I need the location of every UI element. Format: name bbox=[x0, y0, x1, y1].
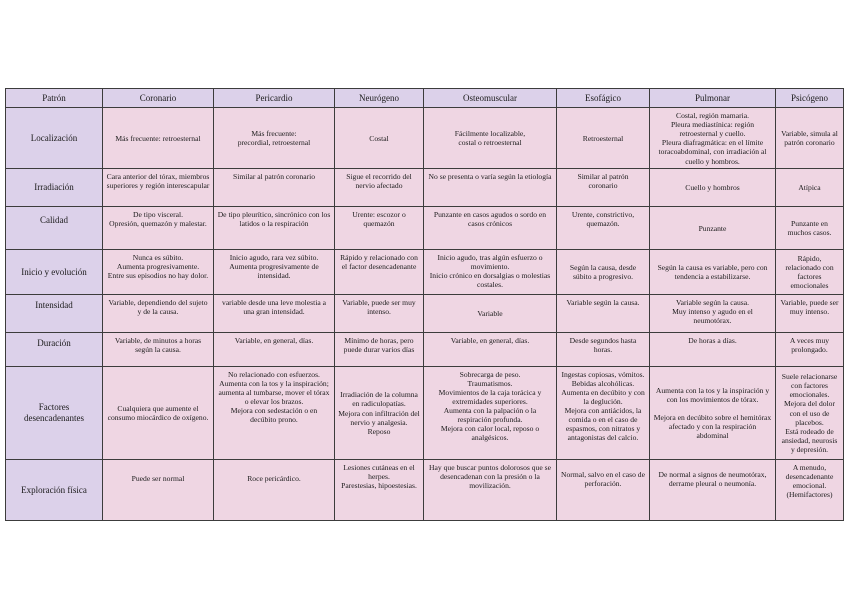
table-cell: Según la causa es variable, pero con tendencia a estabilizarse. bbox=[650, 249, 776, 294]
row-irradiacion bbox=[6, 168, 844, 206]
row-exploracion-fisica bbox=[6, 459, 844, 520]
table-cell: Sigue el recorrido del nervio afectado bbox=[335, 168, 424, 206]
table-cell: Variable, dependiendo del sujeto y de la causa. bbox=[103, 294, 214, 332]
table-cell: No relacionado con esfuerzos. Aumenta con la tos y la inspiración; aumenta al tumbarse, mover el tórax o elevar los brazos. Mejora con sedestación o en decúbito prono. bbox=[214, 366, 335, 459]
header-neurogeno: Neurógeno bbox=[335, 89, 424, 108]
table-cell: Cualquiera que aumente el consumo miocárdico de oxígeno. bbox=[103, 366, 214, 459]
table-cell: Irradiación de la columna en radiculopatías. Mejora con infiltración del nervio y analgesia. Reposo bbox=[335, 366, 424, 459]
table-cell: Hay que buscar puntos dolorosos que se desencadenan con la presión o la movilización. bbox=[424, 459, 557, 520]
table-cell: A menudo, desencadenante emocional. (Hemifactores) bbox=[776, 459, 844, 520]
row-label: Duración bbox=[6, 332, 103, 366]
table-cell: Más frecuente: precordial, retroesternal bbox=[214, 108, 335, 169]
table-cell: Rápido, relacionado con factores emocionales bbox=[776, 249, 844, 294]
table-cell: Variable, de minutos a horas según la causa. bbox=[103, 332, 214, 366]
row-label: Inicio y evolución bbox=[6, 249, 103, 294]
table-cell: Costal bbox=[335, 108, 424, 169]
row-label: Localización bbox=[6, 108, 103, 169]
table-cell: Normal, salvo en el caso de perforación. bbox=[557, 459, 650, 520]
row-label: Factores desencadenantes bbox=[6, 366, 103, 459]
table-cell: Punzante en muchos casos. bbox=[776, 206, 844, 249]
table-cell: Variable, en general, días. bbox=[214, 332, 335, 366]
table-cell: Según la causa, desde súbito a progresivo. bbox=[557, 249, 650, 294]
row-label: Exploración física bbox=[6, 459, 103, 520]
table-cell: Similar al patrón coronario bbox=[214, 168, 335, 206]
table-cell: Aumenta con la tos y la inspiración y con los movimientos de tórax. Mejora en decúbito sobre el hemitórax afectado y con la respiración abdominal bbox=[650, 366, 776, 459]
row-label: Intensidad bbox=[6, 294, 103, 332]
table-cell: Ingestas copiosas, vómitos. Bebidas alcohólicas. Aumenta en decúbito y con la deglución. Mejora con antiácidos, la comida o en el caso de espasmos, con nitratos y antagonistas del calcio. bbox=[557, 366, 650, 459]
table-cell: Lesiones cutáneas en el herpes. Parestesias, hipoestesias. bbox=[335, 459, 424, 520]
table-cell: Variable según la causa. Muy intenso y agudo en el neumotórax. bbox=[650, 294, 776, 332]
table-cell: Puede ser normal bbox=[103, 459, 214, 520]
table-cell: Cuello y hombros bbox=[650, 168, 776, 206]
comparison-table-wrapper bbox=[5, 88, 844, 521]
table-cell: variable desde una leve molestia a una gran intensidad. bbox=[214, 294, 335, 332]
table-cell: No se presenta o varía según la etiología bbox=[424, 168, 557, 206]
table-cell: Punzante bbox=[650, 206, 776, 249]
header-pericardio: Pericardio bbox=[214, 89, 335, 108]
header-row bbox=[6, 89, 844, 108]
header-psicogeno: Psicógeno bbox=[776, 89, 844, 108]
table-cell: Variable bbox=[424, 294, 557, 332]
row-calidad bbox=[6, 206, 844, 249]
row-inicio-evolucion bbox=[6, 249, 844, 294]
header-esofagico: Esofágico bbox=[557, 89, 650, 108]
table-cell: De tipo visceral. Opresión, quemazón y malestar. bbox=[103, 206, 214, 249]
header-osteomuscular: Osteomuscular bbox=[424, 89, 557, 108]
row-label: Irradiación bbox=[6, 168, 103, 206]
table-cell: Urente, constrictivo, quemazón. bbox=[557, 206, 650, 249]
table-cell: Roce pericárdico. bbox=[214, 459, 335, 520]
row-duracion bbox=[6, 332, 844, 366]
table-cell: Desde segundos hasta horas. bbox=[557, 332, 650, 366]
header-patron: Patrón bbox=[6, 89, 103, 108]
table-cell: Atípica bbox=[776, 168, 844, 206]
row-label: Calidad bbox=[6, 206, 103, 249]
chest-pain-comparison-table bbox=[5, 88, 844, 521]
table-cell: Rápido y relacionado con el factor desencadenante bbox=[335, 249, 424, 294]
table-cell: Cara anterior del tórax, miembros superiores y región interescapular bbox=[103, 168, 214, 206]
table-cell: Retroesternal bbox=[557, 108, 650, 169]
table-cell: De tipo pleurítico, sincrónico con los latidos o la respiración bbox=[214, 206, 335, 249]
table-cell: Costal, región mamaria. Pleura mediastínica: región retroesternal y cuello. Pleura diafragmática: en el límite toracoabdominal, con irradiación al cuello y hombros. bbox=[650, 108, 776, 169]
table-cell: Inicio agudo, tras algún esfuerzo o movimiento. Inicio crónico en dorsalgias o molestias costales. bbox=[424, 249, 557, 294]
table-cell: Variable, puede ser muy intenso. bbox=[335, 294, 424, 332]
table-cell: Inicio agudo, rara vez súbito. Aumenta progresivamente de intensidad. bbox=[214, 249, 335, 294]
table-cell: Punzante en casos agudos o sordo en casos crónicos bbox=[424, 206, 557, 249]
table-cell: Fácilmente localizable, costal o retroesternal bbox=[424, 108, 557, 169]
table-cell: Similar al patrón coronario bbox=[557, 168, 650, 206]
table-cell: Variable, en general, días. bbox=[424, 332, 557, 366]
table-cell: Variable según la causa. bbox=[557, 294, 650, 332]
table-cell: Variable, puede ser muy intenso. bbox=[776, 294, 844, 332]
table-cell: Nunca es súbito. Aumenta progresivamente. Entre sus episodios no hay dolor. bbox=[103, 249, 214, 294]
table-cell: Suele relacionarse con factores emocionales. Mejora del dolor con el uso de placebos. Está rodeado de ansiedad, neurosis y depresión. bbox=[776, 366, 844, 459]
header-coronario: Coronario bbox=[103, 89, 214, 108]
row-localizacion bbox=[6, 108, 844, 169]
table-cell: De horas a días. bbox=[650, 332, 776, 366]
table-cell: Urente: escozor o quemazón bbox=[335, 206, 424, 249]
header-pulmonar: Pulmonar bbox=[650, 89, 776, 108]
table-cell: Más frecuente: retroesternal bbox=[103, 108, 214, 169]
table-cell: Variable, simula al patrón coronario bbox=[776, 108, 844, 169]
table-cell: A veces muy prolongado. bbox=[776, 332, 844, 366]
row-intensidad bbox=[6, 294, 844, 332]
table-cell: De normal a signos de neumotórax, derrame pleural o neumonía. bbox=[650, 459, 776, 520]
row-factores-desencadenantes bbox=[6, 366, 844, 459]
table-cell: Sobrecarga de peso. Traumatismos. Movimientos de la caja torácica y extremidades superiores. Aumenta con la palpación o la respiración profunda. Mejora con calor local, reposo o analgésicos. bbox=[424, 366, 557, 459]
table-cell: Mínimo de horas, pero puede durar varios días bbox=[335, 332, 424, 366]
